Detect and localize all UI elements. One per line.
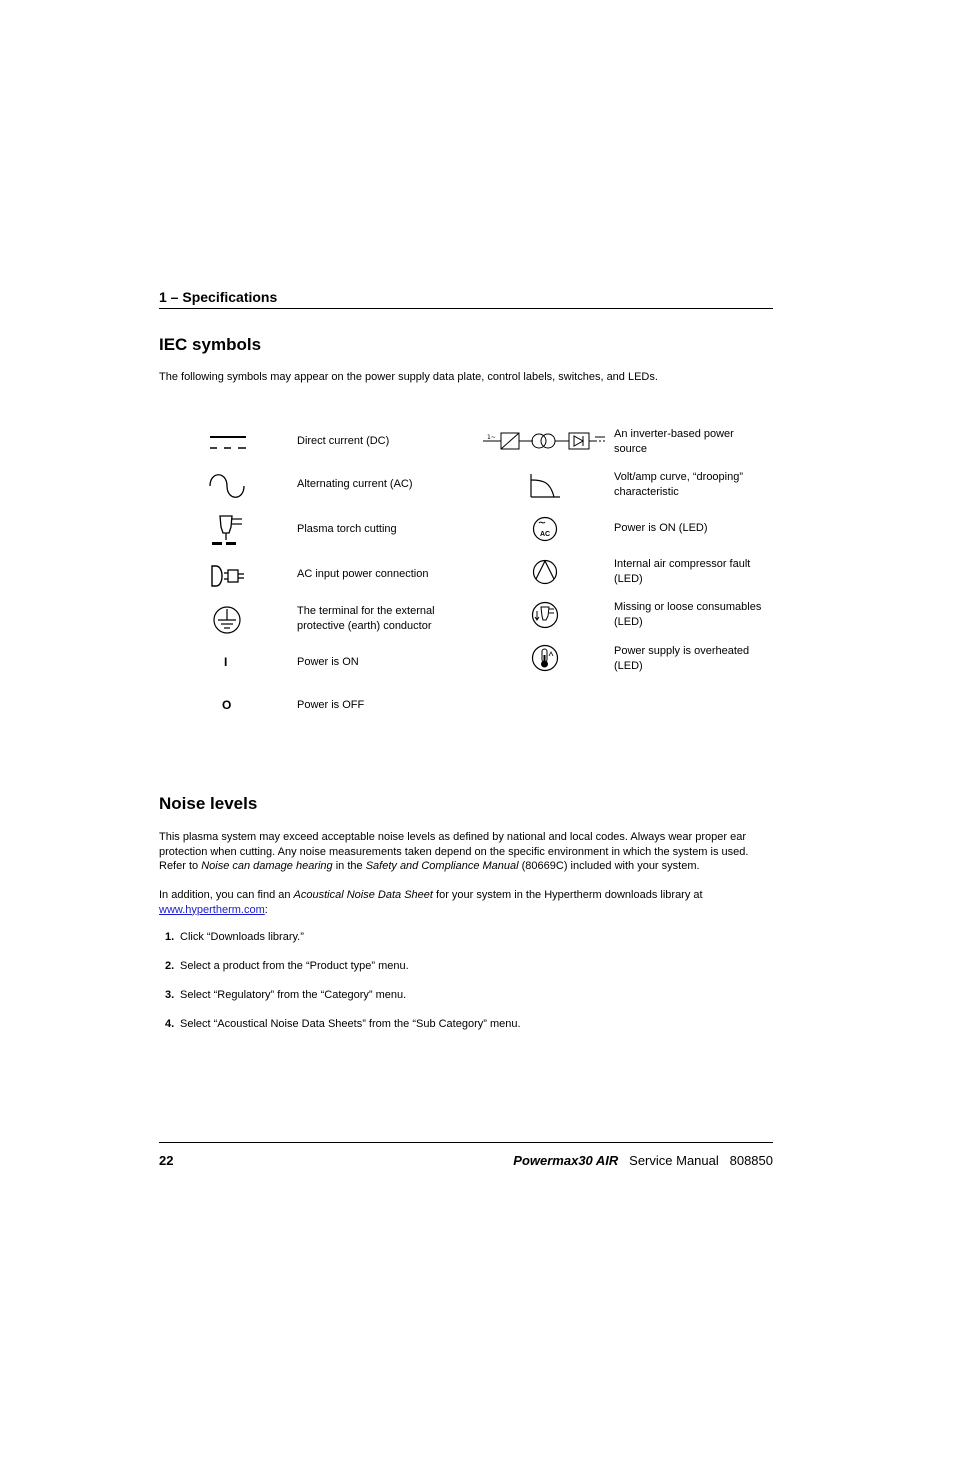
label-compressor-fault: Internal air compressor fault (LED): [614, 558, 751, 585]
manual-number: 808850: [729, 1153, 773, 1168]
label-overheated: Power supply is overheated (LED): [614, 645, 750, 672]
power-on-icon: I: [224, 655, 228, 669]
svg-text:AC: AC: [539, 531, 551, 538]
plug-icon: [208, 563, 248, 589]
label-inverter: An inverter-based power source: [614, 428, 734, 455]
header-rule: [159, 308, 773, 309]
inverter-icon: [483, 429, 607, 453]
product-name: Powermax30 AIR: [513, 1153, 619, 1168]
footer-rule: [159, 1142, 773, 1143]
label-ac: Alternating current (AC): [297, 478, 413, 490]
list-item: 1. Click “Downloads library.”: [165, 931, 304, 943]
plasma-torch-icon: [208, 513, 248, 549]
ac-sine-icon: [208, 471, 248, 501]
hypertherm-link[interactable]: www.hypertherm.com: [159, 903, 265, 916]
label-plasma-torch: Plasma torch cutting: [297, 523, 397, 535]
section-title-iec: IEC symbols: [159, 335, 262, 354]
label-ac-input: AC input power connection: [297, 568, 429, 580]
label-power-on-led: Power is ON (LED): [614, 522, 708, 534]
earth-ground-icon: [212, 605, 242, 635]
svg-text:1~: 1~: [487, 434, 496, 441]
section-title-noise: Noise levels: [159, 794, 258, 813]
noise-paragraph-1: This plasma system may exceed acceptable noise levels as defined by national and local codes. Always wear proper ear protection when cutting. Any noise measurements taken depend on the specific environment in which the system is used. Refer to Noise can damage hearing in the Safety and Compliance Manual (80669C) included with your system.: [159, 831, 749, 872]
thermometer-icon: [531, 644, 559, 672]
power-on-led-icon: [532, 516, 558, 542]
list-item: 4. Select “Acoustical Noise Data Sheets” from the “Sub Category” menu.: [165, 1018, 521, 1030]
label-earth: The terminal for the external protective (earth) conductor: [297, 605, 435, 632]
label-dc: Direct current (DC): [297, 435, 390, 447]
page-number: 22: [159, 1153, 174, 1168]
label-consumables: Missing or loose consumables (LED): [614, 601, 762, 628]
iec-intro: The following symbols may appear on the power supply data plate, control labels, switches, and LEDs.: [159, 371, 658, 383]
manual-title: Service Manual: [629, 1153, 719, 1168]
compressor-fault-icon: [532, 559, 558, 585]
dc-icon: [208, 432, 248, 452]
label-power-off: Power is OFF: [297, 699, 365, 711]
label-drooping: Volt/amp curve, “drooping” characteristic: [614, 471, 744, 498]
drooping-curve-icon: [528, 472, 562, 500]
label-power-on: Power is ON: [297, 656, 359, 668]
list-item: 2. Select a product from the “Product type” menu.: [165, 960, 409, 972]
list-item: 3. Select “Regulatory” from the “Category” menu.: [165, 989, 407, 1001]
noise-paragraph-2: In addition, you can find an Acoustical Noise Data Sheet for your system in the Hypertherm downloads library at www.hypertherm.com:: [159, 889, 703, 916]
chapter-heading: 1 – Specifications: [159, 289, 278, 305]
footer-product-info: [513, 1153, 773, 1168]
consumables-icon: [531, 601, 559, 629]
power-off-icon: O: [222, 698, 232, 712]
